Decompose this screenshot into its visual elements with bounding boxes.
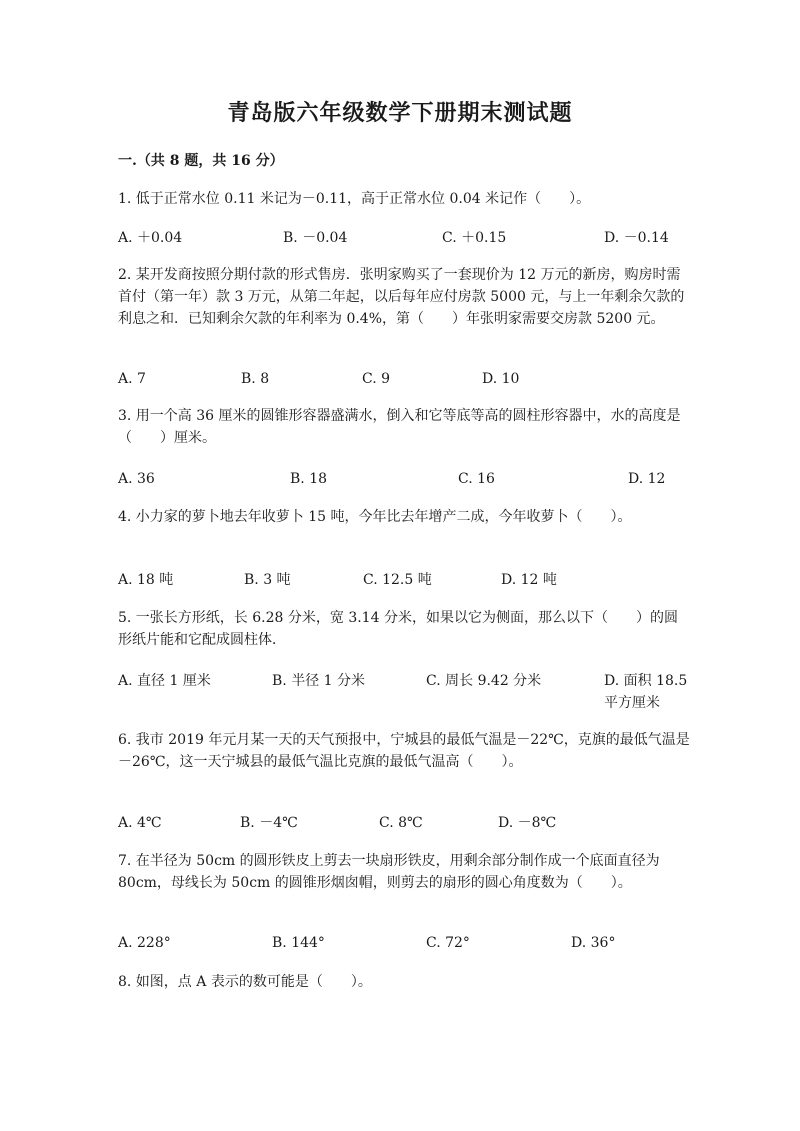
option-a: A. 228°: [118, 935, 171, 951]
section-heading: 一.（共 8 题，共 16 分）: [118, 153, 284, 169]
option-c: C. 16: [458, 471, 495, 487]
option-b: B. 18: [290, 471, 328, 487]
option-c: C. ＋0.15: [442, 230, 507, 246]
option-d: D. －0.14: [604, 230, 669, 246]
option-d: D. 36°: [571, 935, 616, 951]
option-d: D. －8℃: [498, 815, 557, 831]
option-d: D. 12: [628, 471, 666, 487]
option-b: B. －4℃: [240, 815, 298, 831]
question-5: 5. 一张长方形纸，长 6.28 分米，宽 3.14 分米，如果以它为侧面，那么以下（ ）的圆形纸片能和它配成圆柱体．: [118, 610, 678, 648]
option-b: B. 8: [241, 371, 270, 387]
question-3: 3. 用一个高 36 厘米的圆锥形容器盛满水，倒入和它等底等高的圆柱形容器中，水的高度是（ ）厘米。: [118, 408, 681, 446]
question-2-options: [118, 368, 690, 390]
question-7: 7. 在半径为 50cm 的圆形铁皮上剪去一块扇形铁皮，用剩余部分制作成一个底面直径为 80cm，母线长为 50cm 的圆锥形烟囱帽，则剪去的扇形的圆心角度数为（ ）。: [118, 853, 660, 891]
question-3-options: [118, 468, 690, 490]
question-2: 2. 某开发商按照分期付款的形式售房．张明家购买了一套现价为 12 万元的新房，购房时需首付（第一年）款 3 万元，从第二年起，以后每年应付房款 5000 元，与上一年剩余欠款的利息之和．已知剩余欠款的年利率为 0.4%，第（ ）年张明家需要交房款 5200 元。: [118, 267, 685, 327]
option-d: D. 10: [482, 371, 520, 387]
option-a: A. ＋0.04: [118, 230, 183, 246]
option-a: A. 4℃: [118, 815, 162, 831]
question-5-options: [118, 670, 690, 714]
option-a: A. 7: [118, 371, 146, 387]
option-d: D. 12 吨: [501, 572, 557, 588]
question-4: 4. 小力家的萝卜地去年收萝卜 15 吨，今年比去年增产二成，今年收萝卜（ ）。: [118, 509, 632, 525]
question-8: 8. 如图，点 A 表示的数可能是（ ）。: [118, 974, 372, 990]
option-c: C. 72°: [426, 935, 470, 951]
question-7-options: [118, 932, 690, 954]
option-c: C. 周长 9.42 分米: [426, 673, 542, 689]
page-title: 青岛版六年级数学下册期末测试题: [227, 100, 573, 126]
option-b: B. 半径 1 分米: [272, 673, 365, 689]
option-b: B. －0.04: [283, 230, 348, 246]
question-6: 6. 我市 2019 年元月某一天的天气预报中，宁城县的最低气温是－22℃，克旗的最低气温是－26℃，这一天宁城县的最低气温比克旗的最低气温高（ ）。: [118, 732, 690, 770]
option-a: A. 36: [118, 471, 155, 487]
question-1-options: [118, 227, 690, 249]
question-1: 1. 低于正常水位 0.11 米记为－0.11，高于正常水位 0.04 米记作（ ）。: [118, 191, 591, 207]
option-c: C. 12.5 吨: [363, 572, 432, 588]
option-b: B. 144°: [272, 935, 325, 951]
question-4-options: [118, 569, 690, 591]
option-a: A. 18 吨: [118, 572, 174, 588]
option-c: C. 8℃: [379, 815, 423, 831]
option-b: B. 3 吨: [244, 572, 291, 588]
option-d: D. 面积 18.5 平方厘米: [604, 673, 688, 711]
option-a: A. 直径 1 厘米: [118, 673, 211, 689]
option-c: C. 9: [362, 371, 391, 387]
question-6-options: [118, 812, 690, 834]
